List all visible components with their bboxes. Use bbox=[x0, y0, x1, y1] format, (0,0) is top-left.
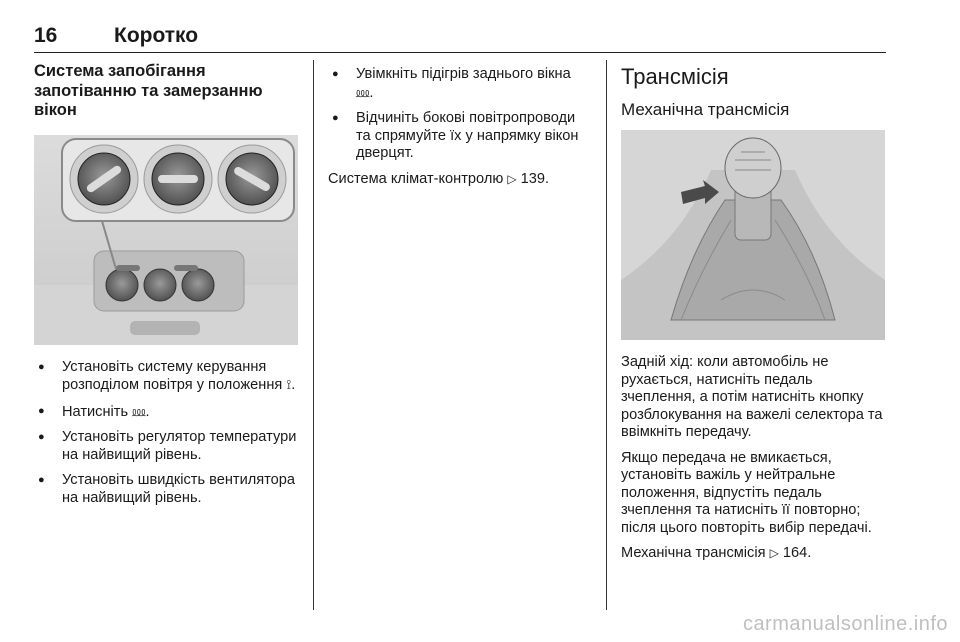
list-item: ● Установіть швидкість вентилятора на найвищий рівень. bbox=[34, 472, 300, 507]
column-3 bbox=[621, 62, 887, 571]
section-heading-defrost: Система запобігання запотіванню та замерзанню вікон bbox=[34, 62, 263, 119]
column-divider-2 bbox=[606, 60, 607, 610]
defrost-steps-continued-list bbox=[328, 66, 590, 163]
section-heading-transmission: Трансмісія bbox=[621, 64, 729, 89]
page-reference-link[interactable]: 164. bbox=[782, 545, 812, 561]
page-reference-link[interactable]: 139. bbox=[520, 170, 550, 187]
list-item: ● Установіть регулятор температури на найвищий рівень. bbox=[34, 429, 300, 464]
gear-lever-illustration bbox=[621, 130, 885, 340]
list-item: ● Натисніть ⅏. bbox=[34, 403, 300, 422]
list-item: ● Відчиніть бокові повітропроводи та спрямуйте їх у напрямку вікон дверцят. bbox=[328, 110, 590, 163]
page-number: 16 bbox=[34, 24, 58, 47]
defrost-steps-list bbox=[34, 359, 300, 508]
page-reference-arrow-icon: ▷ bbox=[769, 546, 779, 560]
manual-transmission-reference: Механічна трансмісія ▷ 164. bbox=[621, 545, 812, 561]
reverse-gear-paragraph: Задній хід: коли автомобіль не рухається, натисніть педаль зчеплення, а потім натисніть кнопку розблокування на важелі селектора та ввімкніть передачу. bbox=[621, 354, 883, 440]
page-title: Коротко bbox=[114, 24, 199, 47]
watermark: carmanualsonline.info bbox=[742, 613, 948, 635]
climate-control-reference: Система клімат-контролю ▷ 139. bbox=[328, 170, 550, 187]
defrost-button-icon: ⅏ bbox=[132, 403, 146, 419]
column-2 bbox=[328, 66, 590, 196]
gear-not-engaging-paragraph: Якщо передача не вмикається, установіть важіль у нейтральне положення, відпустіть педаль зчеплення та натисніть її повторно; після цього повторіть вибір передачі. bbox=[621, 449, 872, 536]
climate-control-panel-illustration bbox=[34, 135, 298, 345]
list-item: ● Увімкніть підігрів заднього вікна ⅏. bbox=[328, 66, 590, 102]
column-1 bbox=[34, 62, 300, 515]
rear-window-heating-icon: ⅏ bbox=[356, 84, 370, 100]
column-divider-1 bbox=[313, 60, 314, 610]
page-reference-arrow-icon: ▷ bbox=[507, 171, 517, 186]
page-header bbox=[34, 24, 886, 53]
air-distribution-windscreen-icon: ⟟ bbox=[286, 377, 292, 392]
list-item: ● Установіть систему керування розподілом повітря у положення ⟟. bbox=[34, 359, 300, 395]
subsection-heading-manual: Механічна трансмісія bbox=[621, 100, 790, 119]
